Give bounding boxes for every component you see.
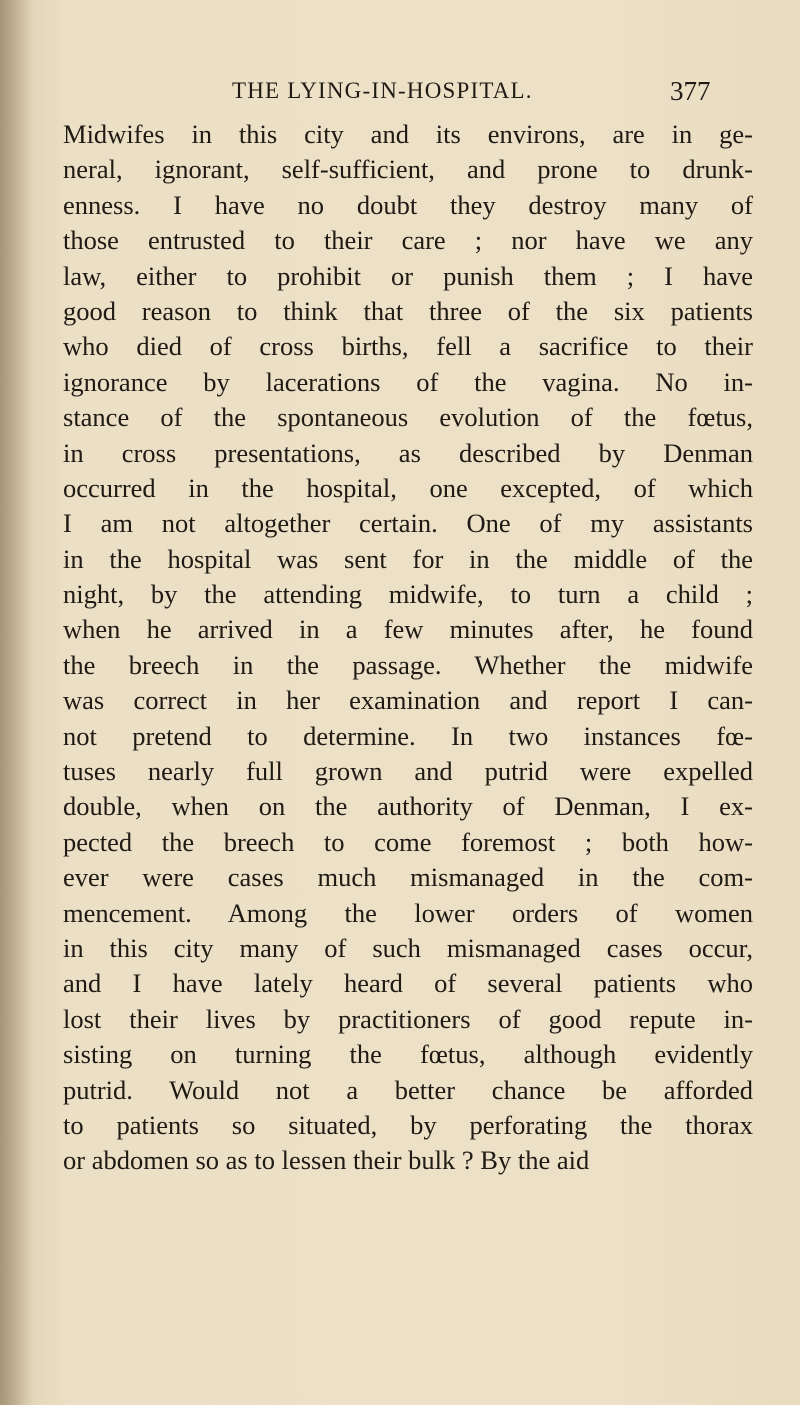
text-line: law, either to prohibit or punish them ; I have: [63, 260, 753, 291]
binding-gutter-shadow: [0, 0, 34, 1405]
text-line: in the hospital was sent for in the middle of the: [63, 543, 753, 574]
text-line: occurred in the hospital, one excepted, of which: [63, 472, 753, 503]
text-line: double, when on the authority of Denman, I ex-: [63, 791, 753, 822]
text-line: not pretend to determine. In two instances fœ-: [63, 720, 753, 751]
text-line: mencement. Among the lower orders of women: [63, 897, 753, 928]
text-line: stance of the spontaneous evolution of the fœtus,: [63, 402, 753, 433]
text-line: or abdomen so as to lessen their bulk ? By the aid: [63, 1145, 590, 1176]
text-line: in cross presentations, as described by Denman: [63, 437, 753, 468]
text-line: enness. I have no doubt they destroy many of: [63, 189, 753, 220]
text-line: good reason to think that three of the six patients: [63, 295, 753, 326]
text-line: neral, ignorant, self-sufficient, and prone to drunk-: [63, 154, 753, 185]
text-line: when he arrived in a few minutes after, he found: [63, 614, 753, 645]
text-line: pected the breech to come foremost ; both how-: [63, 826, 753, 857]
text-line: in this city many of such mismanaged cases occur,: [63, 932, 753, 963]
text-line: sisting on turning the fœtus, although evidently: [63, 1039, 753, 1070]
text-line: ignorance by lacerations of the vagina. No in-: [63, 366, 753, 397]
text-line: I am not altogether certain. One of my assistants: [63, 508, 753, 539]
page-number: 377: [670, 76, 711, 106]
text-line: those entrusted to their care ; nor have we any: [63, 225, 753, 256]
text-line: lost their lives by practitioners of good repute in-: [63, 1003, 753, 1034]
text-line: the breech in the passage. Whether the midwife: [63, 649, 753, 680]
text-line: Midwifes in this city and its environs, are in ge-: [63, 119, 753, 149]
text-line: was correct in her examination and report I can-: [63, 685, 753, 716]
text-line: and I have lately heard of several patients who: [63, 968, 753, 999]
text-line: who died of cross births, fell a sacrifice to their: [63, 331, 753, 362]
body-text: [63, 117, 753, 1179]
text-line: ever were cases much mismanaged in the com-: [63, 862, 753, 893]
text-line: night, by the attending midwife, to turn a child ;: [63, 579, 753, 610]
page-header: [0, 78, 800, 112]
text-line: tuses nearly full grown and putrid were expelled: [63, 756, 753, 787]
text-line: to patients so situated, by perforating the thorax: [63, 1109, 753, 1140]
text-line: putrid. Would not a better chance be afforded: [63, 1074, 753, 1105]
running-head: THE LYING-IN-HOSPITAL.: [232, 78, 533, 103]
